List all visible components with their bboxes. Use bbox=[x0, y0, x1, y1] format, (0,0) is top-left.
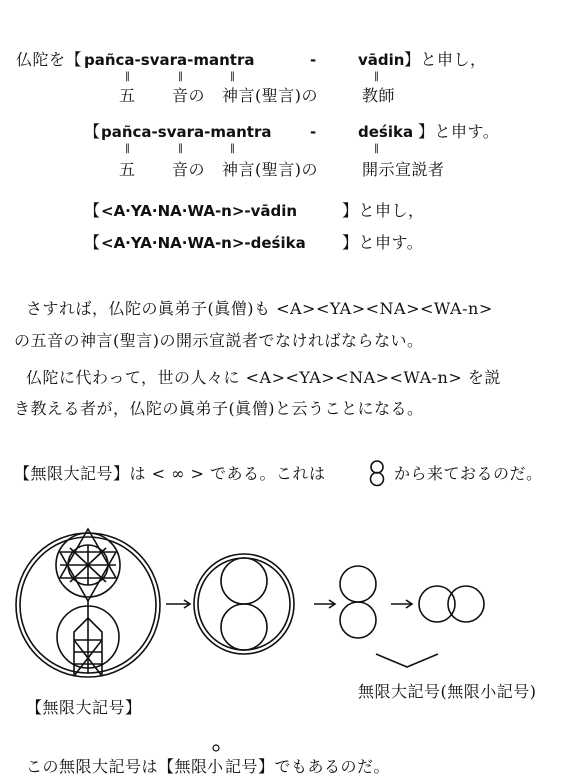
para3-part2: から来ておるのだ。 bbox=[394, 464, 543, 483]
line3-prefix: 【 bbox=[84, 201, 101, 220]
bracket-mark bbox=[376, 654, 438, 667]
line2-word2: deśika bbox=[358, 123, 414, 141]
gloss2-b: 音の bbox=[172, 160, 206, 179]
equals-mark: ‖ bbox=[230, 71, 235, 82]
equals-mark: ‖ bbox=[125, 143, 130, 154]
small-circle-mark bbox=[213, 745, 219, 751]
line3-body: <A·YA·NA·WA-n>-vādin bbox=[101, 202, 298, 220]
infinity-icon bbox=[419, 586, 484, 622]
gloss1-d: 教師 bbox=[362, 86, 396, 105]
para2-line2: き教える者が，仏陀の眞弟子(眞僧)と云うことになる。 bbox=[14, 399, 424, 418]
gloss2-a: 五 bbox=[119, 160, 136, 179]
mandala-emblem-icon bbox=[16, 529, 160, 677]
line2-word1: pañca-svara-mantra bbox=[101, 123, 272, 141]
gloss1-c: 神言(聖言)の bbox=[222, 86, 318, 105]
para2-line1: 仏陀に代わって，世の人々に <A><YA><NA><WA-n> を説 bbox=[26, 368, 501, 387]
line4-prefix: 【 bbox=[84, 233, 101, 252]
line1-suffix: 】と申し， bbox=[404, 50, 487, 69]
line3-suffix: 】と申し， bbox=[342, 201, 425, 220]
figure-eight-icon bbox=[371, 461, 384, 486]
para4-part1: この無限大記号は【無限 bbox=[26, 757, 208, 776]
diagram-label-right: 無限大記号(無限小記号) bbox=[358, 682, 537, 701]
gloss1-a: 五 bbox=[119, 86, 136, 105]
gloss2-c: 神言(聖言)の bbox=[222, 160, 318, 179]
diagram-label-left: 【無限大記号】 bbox=[26, 698, 142, 717]
line2-suffix: 】と申す。 bbox=[418, 122, 500, 141]
equals-mark: ‖ bbox=[374, 143, 379, 154]
equals-mark: ‖ bbox=[374, 71, 379, 82]
circled-eight-icon bbox=[194, 554, 294, 654]
arrow-right-icon bbox=[391, 600, 412, 608]
gloss2-d: 開示宣説者 bbox=[362, 160, 445, 179]
para4-small-char: 小 bbox=[207, 757, 224, 776]
para1-line1: さすれば，仏陀の眞弟子(眞僧)も <A><YA><NA><WA-n> bbox=[26, 299, 493, 318]
equals-mark: ‖ bbox=[178, 71, 183, 82]
equals-mark: ‖ bbox=[178, 143, 183, 154]
line1-word1: pañca-svara-mantra bbox=[84, 51, 255, 69]
para3-part1: 【無限大記号】は < ∞ > である。これは bbox=[14, 464, 326, 483]
equals-mark: ‖ bbox=[230, 143, 235, 154]
line1-prefix: 仏陀を【 bbox=[16, 50, 83, 69]
line1-dash: - bbox=[310, 51, 317, 69]
equals-mark: ‖ bbox=[125, 71, 130, 82]
line4-body: <A·YA·NA·WA-n>-deśika bbox=[101, 234, 306, 252]
line4-suffix: 】と申す。 bbox=[342, 233, 424, 252]
arrow-right-icon bbox=[166, 600, 190, 608]
para1-line2: の五音の神言(聖言)の開示宣説者でなければならない。 bbox=[14, 331, 424, 350]
figure-eight-icon bbox=[340, 566, 376, 638]
line2-prefix: 【 bbox=[84, 122, 101, 141]
para4-part2: 記号】でもあるのだ。 bbox=[225, 757, 391, 776]
line2-dash: - bbox=[310, 123, 317, 141]
arrow-right-icon bbox=[314, 600, 335, 608]
line1-word2: vādin bbox=[358, 51, 405, 69]
gloss1-b: 音の bbox=[172, 86, 206, 105]
